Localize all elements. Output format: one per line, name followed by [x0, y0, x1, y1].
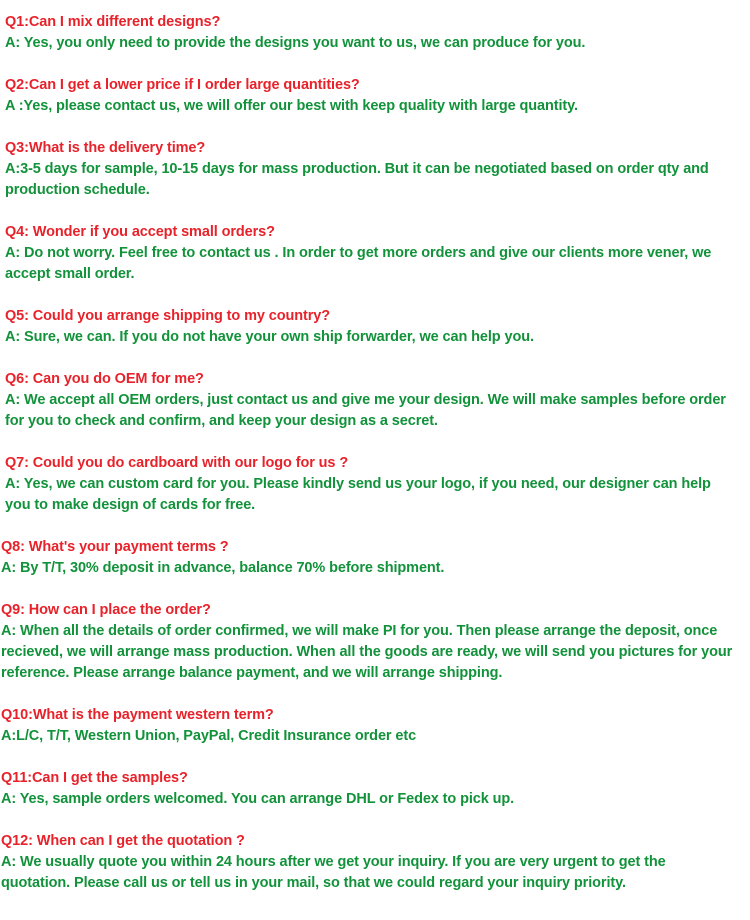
answer-text-cont: reference. Please arrange balance payment, and we will arrange shipping.	[1, 665, 503, 681]
faq-item-q5	[0, 306, 750, 348]
faq-item-q8	[0, 537, 750, 579]
question-text: Q9: How can I place the order?	[1, 602, 211, 618]
answer-text-cont: quotation. Please call us or tell us in your mail, so that we could regard your inquiry priority.	[1, 875, 626, 891]
question-text: Q6: Can you do OEM for me?	[5, 371, 204, 387]
question-text: Q3:What is the delivery time?	[5, 140, 206, 156]
faq-item-q2	[0, 75, 750, 117]
faq-item-q12	[0, 831, 750, 894]
faq-item-q3	[0, 138, 750, 201]
faq-item-q6	[0, 369, 750, 432]
answer-text: A:3-5 days for sample, 10-15 days for mass production. But it can be negotiated based on order qty and	[5, 161, 709, 177]
answer-text: A: Do not worry. Feel free to contact us . In order to get more orders and give our clients more vener, we	[5, 245, 712, 261]
answer-text: A: When all the details of order confirmed, we will make PI for you. Then please arrange the deposit, once	[1, 623, 718, 639]
faq-list	[0, 12, 750, 894]
faq-item-q11	[0, 768, 750, 810]
answer-text-cont: you to make design of cards for free.	[5, 497, 256, 513]
answer-text: A: Yes, we can custom card for you. Please kindly send us your logo, if you need, our designer can help	[5, 476, 711, 492]
question-text: Q1:Can I mix different designs?	[5, 14, 221, 30]
question-text: Q2:Can I get a lower price if I order large quantities?	[5, 77, 360, 93]
answer-text: A: We usually quote you within 24 hours after we get your inquiry. If you are very urgent to get the	[1, 854, 666, 870]
answer-text: A: Yes, you only need to provide the designs you want to us, we can produce for you.	[5, 35, 586, 51]
question-text: Q11:Can I get the samples?	[1, 770, 188, 786]
faq-item-q4	[0, 222, 750, 285]
question-text: Q4: Wonder if you accept small orders?	[5, 224, 275, 240]
question-text: Q8: What's your payment terms ?	[1, 539, 229, 555]
answer-text: A: Sure, we can. If you do not have your own ship forwarder, we can help you.	[5, 329, 534, 345]
answer-text-cont: production schedule.	[5, 182, 150, 198]
answer-text-cont: recieved, we will arrange mass production. When all the goods are ready, we will send you pictures for your	[1, 644, 733, 660]
faq-item-q7	[0, 453, 750, 516]
faq-item-q9	[0, 600, 750, 684]
question-text: Q7: Could you do cardboard with our logo for us ?	[5, 455, 349, 471]
answer-text: A: We accept all OEM orders, just contact us and give me your design. We will make samples before order	[5, 392, 726, 408]
question-text: Q5: Could you arrange shipping to my country?	[5, 308, 330, 324]
answer-text-cont: accept small order.	[5, 266, 135, 282]
question-text: Q10:What is the payment western term?	[1, 707, 274, 723]
answer-text: A: Yes, sample orders welcomed. You can arrange DHL or Fedex to pick up.	[1, 791, 515, 807]
answer-text-cont: for you to check and confirm, and keep your design as a secret.	[5, 413, 438, 429]
answer-text: A:L/C, T/T, Western Union, PayPal, Credit Insurance order etc	[1, 728, 417, 744]
answer-text: A :Yes, please contact us, we will offer our best with keep quality with large quantity.	[5, 98, 578, 114]
question-text: Q12: When can I get the quotation ?	[1, 833, 245, 849]
faq-item-q10	[0, 705, 750, 747]
answer-text: A: By T/T, 30% deposit in advance, balance 70% before shipment.	[1, 560, 445, 576]
faq-item-q1	[0, 12, 750, 54]
